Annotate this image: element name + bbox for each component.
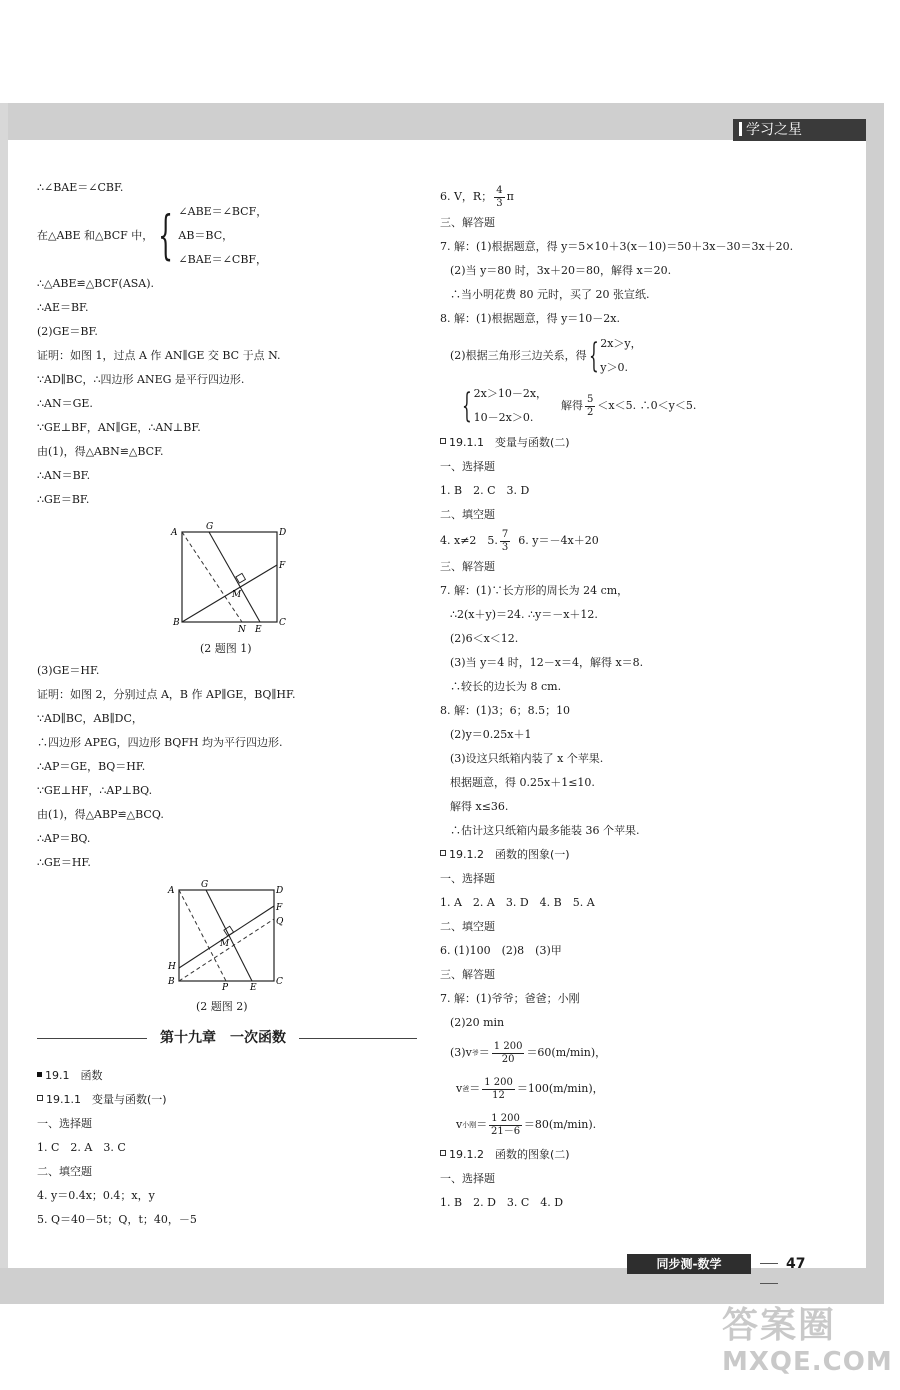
watermark-line2: MXQE.COM — [722, 1347, 893, 1377]
system-line: AB＝BC， — [178, 229, 234, 242]
text-line: ∴AN＝GE. — [37, 397, 93, 410]
text-line: (3)当 y＝4 时，12－x＝4，解得 x＝8. — [450, 656, 644, 669]
text-line: (2)y＝0.25x＋1 — [450, 728, 532, 741]
text-line: 证明：如图 2，分别过点 A，B 作 AP∥GE，BQ∥HF. — [37, 688, 296, 701]
subsection-title: 19.1.1 变量与函数(二) — [449, 436, 570, 449]
label-D: D — [279, 528, 287, 538]
label-C: C — [279, 618, 286, 628]
text-fragment: v — [456, 1082, 463, 1095]
subscript: 爷 — [471, 1049, 479, 1057]
fraction-numerator: 4 — [496, 184, 503, 196]
figure-1-caption: (2 题图 1) — [200, 642, 252, 655]
left-column — [37, 176, 417, 512]
velocity-line: v 爸 ＝ $\frac{1 200}{12}$ ＝100(m/min)， — [456, 1076, 604, 1101]
system-line: 2x＞10－2x， — [473, 387, 548, 400]
text-line: 1. B 2. C 3. D — [440, 484, 530, 497]
subscript: 爸 — [462, 1085, 470, 1093]
watermark-line1: 答案圈 — [722, 1305, 837, 1346]
page-frame-right — [866, 103, 884, 1273]
fraction — [482, 1077, 515, 1102]
text-line: 证明：如图 1，过点 A 作 AN∥GE 交 BC 于点 N. — [37, 349, 281, 362]
fraction — [494, 185, 504, 210]
page-number-text: 47 — [786, 1256, 806, 1272]
text-line: 1. B 2. D 3. C 4. D — [440, 1196, 564, 1209]
label-D: D — [276, 886, 284, 896]
watermark — [722, 1305, 892, 1385]
text-line: (2)6＜x＜12. — [450, 632, 519, 645]
text-line: 7. 解：(1)根据题意，得 y＝5×10＋3(x－10)＝50＋3x－30＝3x＋20. — [440, 240, 794, 253]
chapter-title: 第十九章 一次函数 — [160, 1030, 286, 1046]
text-line: 一、选择题 — [440, 1172, 495, 1185]
figure-2-caption: (2 题图 2) — [196, 1000, 248, 1013]
text-line: ∴AN＝BF. — [37, 469, 91, 482]
system-prefix: 在△ABE 和△BCF 中， — [37, 229, 154, 242]
left-column-part3 — [37, 1064, 417, 1232]
text-line: (2)GE＝BF. — [37, 325, 98, 338]
system-line: y＞0. — [600, 361, 628, 374]
text-line: ∵AD∥BC，∴四边形 ANEG 是平行四边形. — [37, 373, 245, 386]
label-A: A — [171, 528, 178, 538]
text-line: ∴AP＝BQ. — [37, 832, 91, 845]
text-fragment: 6. V，R； — [440, 190, 493, 203]
text-fragment: ＝60(m/min)， — [526, 1046, 607, 1059]
label-H: H — [168, 962, 176, 972]
fraction-denominator: 12 — [492, 1089, 505, 1101]
label-F: F — [276, 903, 283, 913]
text-line: ∵AD∥BC，AB∥DC， — [37, 712, 143, 725]
text-line: 一、选择题 — [440, 460, 495, 473]
label-Q: Q — [276, 917, 284, 927]
subsection-title: 19.1.2 函数的图象(二) — [449, 1148, 570, 1161]
text-line: 二、填空题 — [37, 1165, 92, 1178]
answer-line — [440, 183, 860, 211]
text-line: (3)GE＝HF. — [37, 664, 100, 677]
text-fragment: v — [456, 1118, 463, 1131]
text-line: 根据题意，得 0.25x＋1≤10. — [450, 776, 595, 789]
subsection-heading — [440, 431, 860, 455]
fraction-denominator: 2 — [587, 406, 594, 418]
text-line: (3)设这只纸箱内装了 x 个苹果. — [450, 752, 604, 765]
label-B: B — [173, 618, 180, 628]
subsection-heading — [37, 1088, 417, 1112]
text-line: ∵GE⊥BF，AN∥GE，∴AN⊥BF. — [37, 421, 201, 434]
brand-text: 学习之星 — [746, 122, 802, 138]
velocity-line: (3)v 爷 ＝ $\frac{1 200}{20}$ ＝60(m/min)， — [450, 1040, 607, 1065]
answer-line — [440, 527, 860, 555]
text-line: ∵GE⊥HF，∴AP⊥BQ. — [37, 784, 153, 797]
subsection-title: 19.1.2 函数的图象(一) — [449, 848, 570, 861]
text-line: 1. C 2. A 3. C — [37, 1141, 126, 1154]
text-line: 4. y＝0.4x；0.4；x，y — [37, 1189, 155, 1202]
text-line: 7. 解：(1)∵长方形的周长为 24 cm， — [440, 584, 629, 597]
system-line: ∠BAE＝∠CBF， — [178, 253, 268, 266]
inequality-system — [440, 381, 860, 431]
text-line: 二、填空题 — [440, 920, 495, 933]
text-line: 6. (1)100 (2)8 (3)甲 — [440, 944, 562, 957]
page-frame-left — [0, 103, 8, 1303]
figure-2 — [164, 876, 288, 992]
text-fragment: π — [506, 190, 514, 203]
subsection-title: 19.1.1 变量与函数(一) — [46, 1093, 167, 1106]
page-number — [752, 1254, 832, 1274]
text-line: 三、解答题 — [440, 216, 495, 229]
text-line: 8. 解：(1)3；6；8.5；10 — [440, 704, 571, 717]
text-line: 由(1)，得△ABN≌△BCF. — [37, 445, 164, 458]
text-line: ∴2(x＋y)＝24. ∴y＝－x＋12. — [450, 608, 598, 621]
text-line: ∴较长的边长为 8 cm. — [450, 680, 562, 693]
fraction-denominator: 3 — [501, 541, 509, 553]
label-M: M — [232, 590, 242, 600]
fraction-numerator: 1 200 — [491, 1112, 520, 1124]
fraction-numerator: 7 — [501, 528, 509, 540]
section-heading — [37, 1064, 417, 1088]
brace-glyph: { — [158, 206, 174, 266]
text-fragment: 4. x≠2 5. — [440, 534, 498, 547]
subscript: 小刚 — [462, 1121, 477, 1129]
text-line: ∴GE＝HF. — [37, 856, 91, 869]
section-title: 19.1 函数 — [45, 1069, 103, 1082]
text-line: (2)当 y＝80 时，3x＋20＝80，解得 x＝20. — [450, 264, 672, 277]
text-line: ∴估计这只纸箱内最多能装 36 个苹果. — [450, 824, 640, 837]
fraction — [585, 394, 595, 419]
text-fragment: 解得 — [561, 399, 584, 412]
text-line: 二、填空题 — [440, 508, 495, 521]
text-line: ∴AP＝GE，BQ＝HF. — [37, 760, 146, 773]
label-A: A — [168, 886, 175, 896]
label-C: C — [276, 977, 283, 987]
text-line: 三、解答题 — [440, 968, 495, 981]
text-fragment: ＜x＜5. ∴0＜y＜5. — [597, 399, 697, 412]
fraction-numerator: 1 200 — [493, 1040, 523, 1052]
brace-glyph: { — [588, 336, 599, 376]
text-line: ∴GE＝BF. — [37, 493, 90, 506]
label-G: G — [206, 522, 214, 532]
text-fragment: (3)v — [450, 1046, 472, 1059]
fraction — [500, 529, 510, 554]
figure-1 — [168, 518, 288, 634]
text-line: 一、选择题 — [37, 1117, 92, 1130]
text-line: 一、选择题 — [440, 872, 495, 885]
label-E: E — [255, 625, 262, 634]
fraction-numerator: 1 200 — [484, 1076, 513, 1088]
label-N: N — [238, 625, 246, 634]
chapter-heading — [37, 1026, 417, 1050]
text-line: ∴△ABE≌△BCF(ASA). — [37, 277, 155, 290]
text-line: 7. 解：(1)爷爷；爸爸；小刚 — [440, 992, 580, 1005]
label-M: M — [220, 939, 230, 949]
fraction — [489, 1113, 522, 1138]
text-line: ∴四边形 APEG，四边形 BQFH 均为平行四边形. — [37, 736, 283, 749]
text-line: 5. Q＝40－5t；Q，t；40，－5 — [37, 1213, 197, 1226]
text-line: ∴∠BAE＝∠CBF. — [37, 181, 124, 194]
text-line: (2)20 min — [450, 1016, 505, 1029]
label-E: E — [250, 983, 257, 992]
text-line: 由(1)，得△ABP≌△BCQ. — [37, 808, 164, 821]
text-fragment: (2)根据三角形三边关系，得 — [450, 349, 587, 362]
fraction-denominator: 20 — [501, 1053, 515, 1065]
text-fragment: 6. y＝－4x＋20 — [518, 534, 599, 547]
text-fragment: ＝100(m/min)， — [516, 1082, 604, 1095]
brace-glyph: { — [461, 386, 472, 426]
footer-series-tag: 同步测-数学 — [627, 1254, 751, 1274]
label-G: G — [201, 880, 209, 890]
text-line: ∴AE＝BF. — [37, 301, 89, 314]
label-P: P — [222, 983, 229, 992]
subsection-heading — [440, 843, 860, 867]
text-line: 解得 x≤36. — [450, 800, 509, 813]
label-B: B — [168, 977, 175, 987]
subsection-heading — [440, 1143, 860, 1167]
text-line: ∴当小明花费 80 元时，买了 20 张宣纸. — [450, 288, 650, 301]
fraction-denominator: 21－6 — [490, 1125, 521, 1137]
text-line: 1. A 2. A 3. D 4. B 5. A — [440, 896, 595, 909]
system-line: 10－2x＞0. — [473, 411, 534, 424]
text-line: 8. 解：(1)根据题意，得 y＝10－2x. — [440, 312, 620, 325]
system-line: ∠ABE＝∠BCF， — [178, 205, 268, 218]
system-line: 2x＞y， — [600, 337, 642, 350]
equation-system — [37, 200, 417, 272]
left-column-part2 — [37, 659, 417, 875]
brand-tag — [733, 119, 866, 141]
velocity-line: v 小刚 ＝ $\frac{1 200}{21-6}$ ＝80(m/min). — [456, 1112, 597, 1137]
text-line: 三、解答题 — [440, 560, 495, 573]
text-fragment: ＝80(m/min). — [523, 1118, 597, 1131]
fraction-numerator: 5 — [587, 393, 594, 405]
right-column — [440, 183, 860, 1215]
inequality-system — [440, 331, 860, 381]
fraction — [492, 1041, 525, 1066]
label-F: F — [279, 561, 286, 571]
fraction-denominator: 3 — [496, 197, 503, 209]
